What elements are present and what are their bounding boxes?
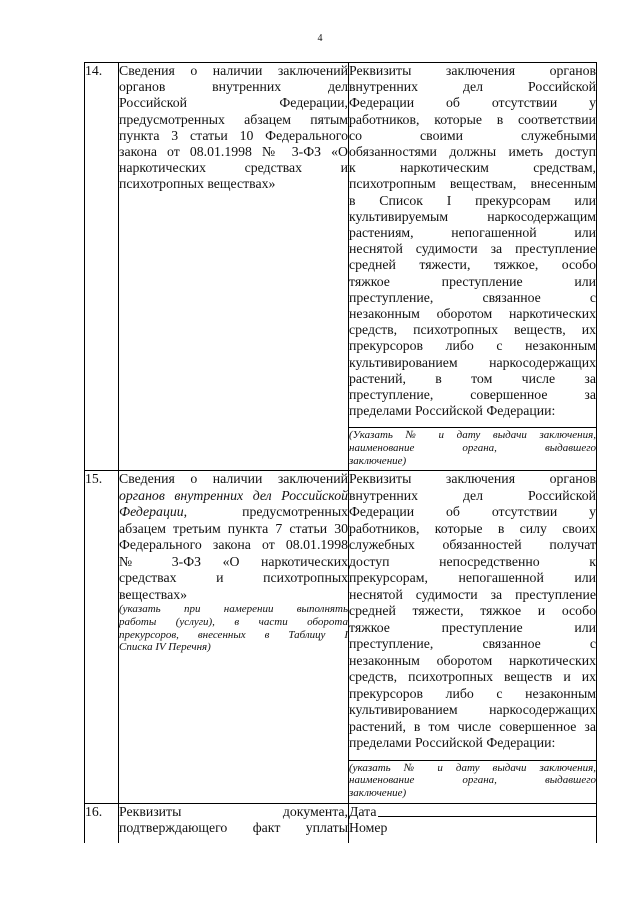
description-cell — [119, 63, 349, 471]
note-line: прекурсоров, внесенных в Таблицу I — [119, 628, 348, 641]
date-label: Дата — [349, 804, 377, 819]
description-line: предусмотренных абзацем пятым — [119, 111, 348, 127]
description-line: абзацем третьим пункта 7 статьи 30 — [119, 520, 348, 536]
requisites-line: Реквизиты заключения органов — [349, 471, 596, 486]
requisites-line: неснятой судимости за преступление — [349, 241, 596, 257]
requisites-line: к наркотическим средствам, — [349, 160, 596, 176]
requisites-line: культивированием наркосодержащих — [349, 702, 596, 717]
table-row-15 — [85, 471, 597, 804]
requisites-line: средств, психотропных веществ, их — [349, 322, 596, 338]
requisites-line: средней тяжести, тяжкое, особо — [349, 257, 596, 273]
payment-fields-cell — [349, 804, 597, 843]
requisites-line: преступление, связанное с — [349, 289, 596, 305]
requisites-line: средней тяжести, тяжкое и особо — [349, 603, 596, 618]
row-number: 16. — [85, 804, 119, 843]
date-field — [349, 804, 596, 820]
requisites-line: растений, в том числе совершенное за — [349, 718, 596, 734]
note-line: (указать № и дату выдачи заключения, — [349, 761, 596, 774]
requisites-line: прекурсорам, непогашенной или — [349, 570, 596, 585]
description-line — [119, 504, 348, 521]
description-cell — [119, 471, 349, 804]
requisites-line: Реквизиты заключения органов — [349, 63, 596, 78]
requisites-line: преступление, совершенное за — [349, 387, 596, 403]
requisites-line: в Список I прекурсорам или — [349, 192, 596, 208]
requisites-line: работников, которые в силу своих — [349, 520, 596, 536]
requisites-line: прекурсоров либо с незаконным — [349, 685, 596, 701]
description-line: подтверждающего факт уплаты — [119, 820, 348, 835]
table-row-14 — [85, 63, 597, 471]
document-table — [84, 62, 597, 843]
requisites-line: работников, которые в соответствии — [349, 111, 596, 127]
description-line: Федерального закона от 08.01.1998 — [119, 537, 348, 552]
note-line: Списка IV Перечня) — [119, 641, 211, 654]
description-line: Сведения о наличии заключений — [119, 471, 348, 486]
number-field — [349, 820, 596, 836]
requisites-line: тяжкое преступление или — [349, 273, 596, 289]
requisites-line: неснятой судимости за преступление — [349, 586, 596, 602]
description-segment: , предусмотренных — [183, 504, 348, 519]
requisites-line: внутренних дел Российской — [349, 487, 596, 503]
requisites-line: обязанностями должны иметь доступ — [349, 144, 596, 160]
description-line: Сведения о наличии заключений — [119, 63, 348, 78]
requisites-line: со своими служебными — [349, 127, 596, 143]
note-line: (указать при намерении выполнять — [119, 603, 348, 615]
description-line: пункта 3 статьи 10 Федерального — [119, 127, 348, 143]
requisites-line: Федерации об отсутствии у — [349, 504, 596, 519]
requisites-line: культивируемым наркосодержащим — [349, 208, 596, 224]
requisites-line: растений, в том числе за — [349, 370, 596, 386]
blank-fill-line — [349, 419, 596, 428]
description-note — [119, 603, 348, 654]
requisites-line: тяжкое преступление или — [349, 619, 596, 635]
description-segment-italic: Федерации — [119, 504, 184, 519]
requisites-line: служебных обязанностей получат — [349, 537, 596, 552]
description-line: органов внутренних дел Российской — [119, 487, 348, 503]
requisites-line: пределами Российской Федерации: — [349, 403, 556, 419]
requisites-line: пределами Российской Федерации: — [349, 735, 556, 750]
requisites-line: незаконным оборотом наркотических — [349, 652, 596, 668]
requisites-line: прекурсоров либо с незаконным — [349, 338, 596, 354]
description-line: наркотических средствах и — [119, 160, 348, 176]
requisites-cell — [349, 63, 597, 471]
requisites-line: доступ непосредственно к — [349, 553, 596, 569]
requisites-cell — [349, 471, 597, 804]
page-number: 4 — [317, 33, 323, 44]
description-line: № 3-ФЗ «О наркотических — [119, 553, 348, 569]
table-row-16 — [85, 804, 597, 843]
requisites-line: незаконным оборотом наркотических — [349, 306, 596, 322]
number-label: Номер — [349, 820, 388, 835]
description-cell — [119, 804, 349, 843]
requisites-line: растениям, непогашенной или — [349, 225, 596, 241]
note-line: заключение) — [349, 787, 407, 800]
blank-fill-line — [349, 752, 596, 761]
requisites-line: внутренних дел Российской — [349, 79, 596, 95]
note-line: наименование органа, выдавшего — [349, 774, 596, 787]
description-line: веществах» — [119, 586, 188, 602]
requisites-line: культивированием наркосодержащих — [349, 354, 596, 370]
description-line: Реквизиты документа, — [119, 804, 348, 819]
description-line: органов внутренних дел — [119, 79, 348, 95]
note-line: заключение) — [349, 455, 407, 468]
requisites-note — [349, 762, 596, 800]
description-line: психотропных веществах» — [119, 176, 276, 192]
description-line: Российской Федерации, — [119, 95, 348, 111]
description-line: средствах и психотропных — [119, 570, 348, 585]
requisites-line: психотропным веществам, внесенным — [349, 176, 596, 192]
description-line: закона от 08.01.1998 № 3-ФЗ «О — [119, 144, 348, 160]
row-number: 14. — [85, 63, 119, 471]
note-line: наименование органа, выдавшего — [349, 442, 596, 455]
requisites-line: преступление, связанное с — [349, 636, 596, 651]
row-number: 15. — [85, 471, 119, 804]
requisites-line: средств, психотропных веществ и их — [349, 669, 596, 684]
note-line: работы (услуги), в части оборота — [119, 615, 348, 628]
date-fill-line — [378, 804, 597, 817]
requisites-note — [349, 429, 596, 467]
note-line: (Указать № и дату выдачи заключения, — [349, 429, 596, 442]
requisites-line: Федерации об отсутствии у — [349, 95, 596, 111]
